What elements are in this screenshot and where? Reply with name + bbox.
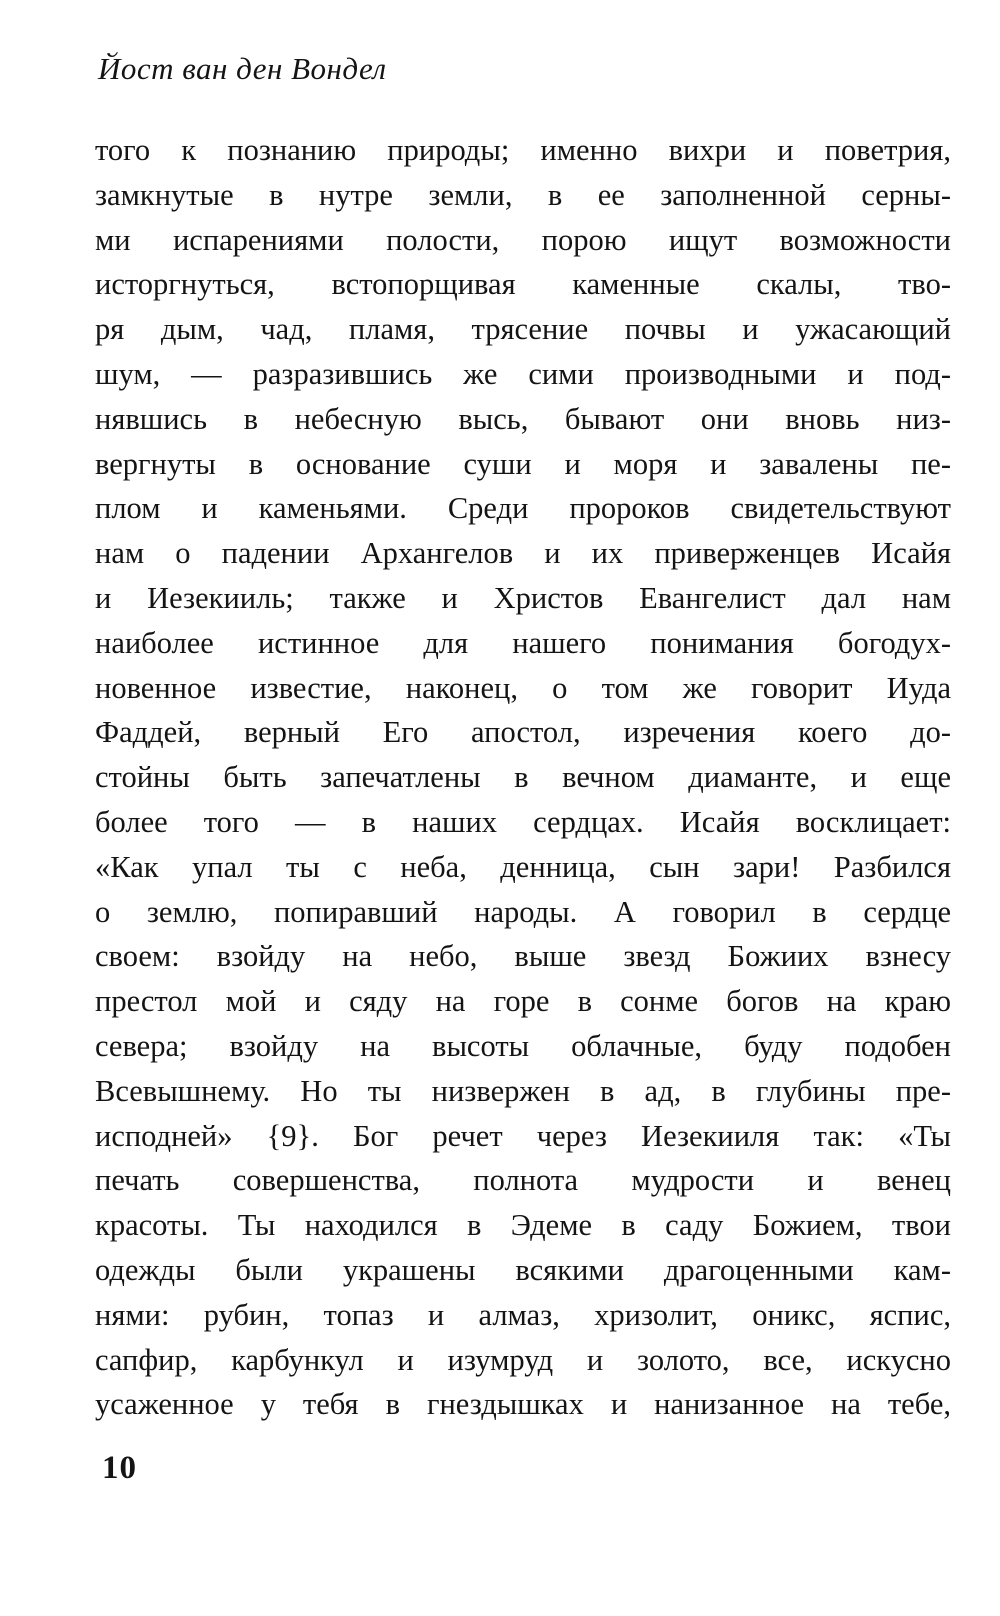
text-line: шум, — разразившись же сими производными и под- <box>95 356 951 391</box>
text-line: нями: рубин, топаз и алмаз, хризолит, оникс, яспис, <box>95 1297 951 1332</box>
text-line: исподней» {9}. Бог речет через Иезекииля так: «Ты <box>95 1118 951 1153</box>
text-line: нам о падении Архангелов и их приверженцев Исайя <box>95 536 951 571</box>
text-line: Фаддей, верный Его апостол, изречения коего до- <box>95 715 951 750</box>
text-line: престол мой и сяду на горе в сонме богов на краю <box>95 984 951 1019</box>
text-line: «Как упал ты с неба, денница, сын зари! Разбился <box>95 849 951 884</box>
text-line: одежды были украшены всякими драгоценными кам- <box>95 1252 951 1287</box>
text-line: севера; взойду на высоты облачные, буду подобен <box>95 1028 951 1063</box>
text-line: новенное известие, наконец, о том же говорит Иуда <box>95 670 951 705</box>
text-block <box>95 128 951 1427</box>
text-line: более того — в наших сердцах. Исайя восклицает: <box>95 804 951 839</box>
text-line: ря дым, чад, пламя, трясение почвы и ужасающий <box>95 312 951 347</box>
text-line: печать совершенства, полнота мудрости и венец <box>95 1163 951 1198</box>
text-line: о землю, попиравший народы. А говорил в сердце <box>95 894 951 929</box>
text-line: наиболее истинное для нашего понимания богодух- <box>95 625 951 660</box>
running-header: Йост ван ден Вондел <box>98 51 387 86</box>
text-line: того к познанию природы; именно вихри и поветрия, <box>95 133 951 167</box>
page-number: 10 <box>102 1450 137 1486</box>
text-line: нявшись в небесную высь, бывают они вновь низ- <box>95 401 951 436</box>
text-line: вергнуты в основание суши и моря и завалены пе- <box>95 446 951 481</box>
text-line: усаженное у тебя в гнездышках и нанизанное на тебе, <box>95 1387 951 1422</box>
text-line: сапфир, карбункул и изумруд и золото, все, искусно <box>95 1342 951 1377</box>
text-line: плом и каменьями. Среди пророков свидетельствуют <box>95 491 951 526</box>
text-line: и Иезекииль; также и Христов Евангелист дал нам <box>95 580 951 615</box>
text-line: замкнутые в нутре земли, в ее заполненной серны- <box>95 177 951 212</box>
text-line: своем: взойду на небо, выше звезд Божиих взнесу <box>95 939 951 974</box>
text-line: Всевышнему. Но ты низвержен в ад, в глубины пре- <box>95 1073 951 1108</box>
text-line: ми испарениями полости, порою ищут возможности <box>95 222 951 257</box>
text-line: исторгнуться, встопорщивая каменные скалы, тво- <box>95 267 951 302</box>
text-line: стойны быть запечатлены в вечном диаманте, и еще <box>95 760 951 795</box>
text-line: красоты. Ты находился в Эдеме в саду Божием, твои <box>95 1208 951 1243</box>
